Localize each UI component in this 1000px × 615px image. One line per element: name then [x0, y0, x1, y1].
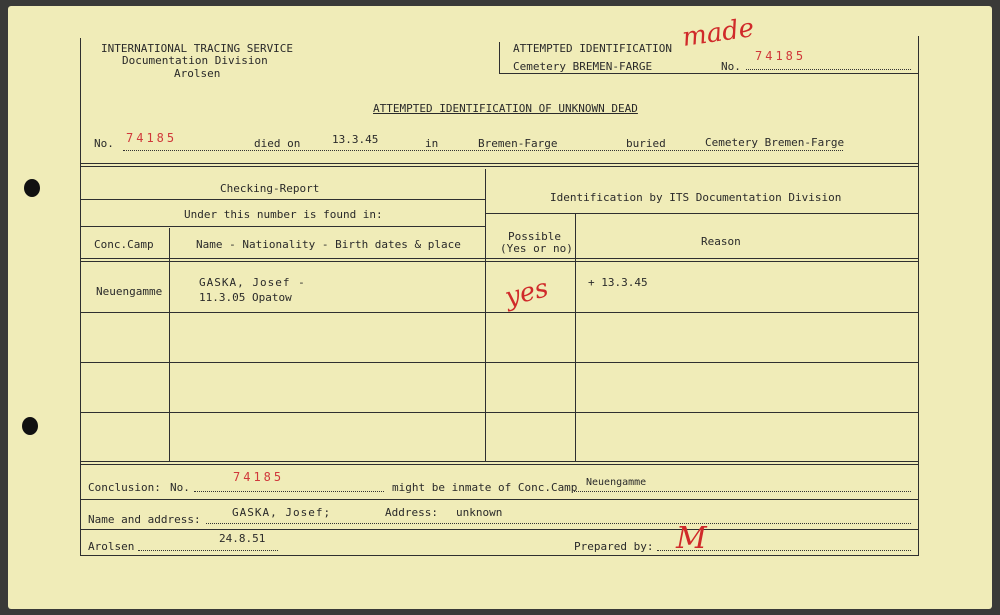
- address-label: Address:: [385, 506, 438, 519]
- record-underline: [123, 150, 843, 151]
- died-label: died on: [254, 137, 301, 150]
- punch-hole: [24, 179, 40, 197]
- in-label: in: [425, 137, 439, 150]
- place-label: Arolsen: [88, 540, 135, 553]
- might-be-inmate-text: might be inmate of Conc.Camp: [392, 481, 578, 494]
- table-top-rule: [80, 163, 918, 167]
- row-divider: [80, 412, 918, 413]
- punch-hole: [22, 417, 38, 435]
- record-no-value: 74185: [126, 131, 178, 145]
- name-address-label: Name and address:: [88, 513, 201, 526]
- checking-report-subtitle: Under this number is found in:: [184, 208, 383, 221]
- table-col-divider-1: [169, 228, 170, 462]
- name-address-dotted-line: [206, 523, 911, 524]
- identification-title: Identification by ITS Documentation Division: [550, 191, 842, 204]
- col-header-camp: Conc.Camp: [94, 238, 154, 251]
- form-title: ATTEMPTED IDENTIFICATION OF UNKNOWN DEAD: [373, 102, 638, 115]
- date-value: 24.8.51: [219, 532, 266, 545]
- record-no-label: No.: [94, 137, 114, 150]
- conclusion-no-label: No.: [170, 481, 190, 494]
- col-header-possible-2: (Yes or no): [500, 242, 573, 255]
- header-box-title: ATTEMPTED IDENTIFICATION: [513, 42, 672, 55]
- conclusion-camp-value: Neuengamme: [586, 477, 647, 488]
- org-line-2: Documentation Division: [122, 54, 268, 67]
- rule: [80, 226, 485, 227]
- rule: [80, 499, 918, 500]
- row1-reason: + 13.3.45: [588, 276, 648, 289]
- frame-bottom: [80, 555, 918, 556]
- rule: [80, 199, 485, 200]
- col-header-reason: Reason: [701, 235, 741, 248]
- header-no-label: No.: [721, 60, 741, 73]
- name-address-value: GASKA, Josef;: [232, 506, 332, 519]
- buried-label: buried: [626, 137, 666, 150]
- col-header-possible-1: Possible: [508, 230, 561, 243]
- org-line-1: INTERNATIONAL TRACING SERVICE: [101, 42, 294, 55]
- frame-right: [918, 36, 919, 556]
- prepared-by-initial: M: [676, 521, 707, 556]
- camp-dotted-line: [574, 491, 911, 492]
- header-box-bottom-border: [499, 73, 919, 74]
- conclusion-no-value: 74185: [233, 470, 285, 484]
- rule: [80, 529, 918, 530]
- header-bottom-rule: [80, 258, 918, 262]
- row1-camp: Neuengamme: [96, 285, 163, 298]
- header-no-value: 74185: [755, 49, 807, 63]
- table-bottom-rule: [80, 461, 918, 465]
- row1-name-line1: GASKA, Josef -: [199, 276, 306, 289]
- row-divider: [80, 312, 918, 313]
- row1-possible: yes: [502, 273, 552, 313]
- conclusion-no-dotted-line: [194, 491, 384, 492]
- header-box-left-border: [499, 42, 500, 74]
- frame-left: [80, 38, 81, 556]
- date-dotted-line: [138, 550, 278, 551]
- buried-value: Cemetery Bremen-Farge: [705, 136, 845, 149]
- checking-report-title: Checking-Report: [220, 182, 320, 195]
- header-box-cemetery: Cemetery BREMEN-FARGE: [513, 60, 653, 73]
- table-col-divider-2: [575, 214, 576, 462]
- address-value: unknown: [456, 506, 503, 519]
- handwritten-note: made: [680, 13, 756, 53]
- header-no-dotted-line: [746, 69, 911, 70]
- died-value: 13.3.45: [332, 133, 379, 146]
- conclusion-label: Conclusion:: [88, 481, 161, 494]
- rule: [485, 213, 918, 214]
- row-divider: [80, 362, 918, 363]
- row1-name-line2: 11.3.05 Opatow: [199, 291, 292, 304]
- org-line-3: Arolsen: [174, 67, 221, 80]
- col-header-name: Name - Nationality - Birth dates & place: [196, 238, 461, 251]
- in-value: Bremen-Farge: [478, 137, 558, 150]
- prepared-by-label: Prepared by:: [574, 540, 654, 553]
- document-card: [8, 6, 992, 609]
